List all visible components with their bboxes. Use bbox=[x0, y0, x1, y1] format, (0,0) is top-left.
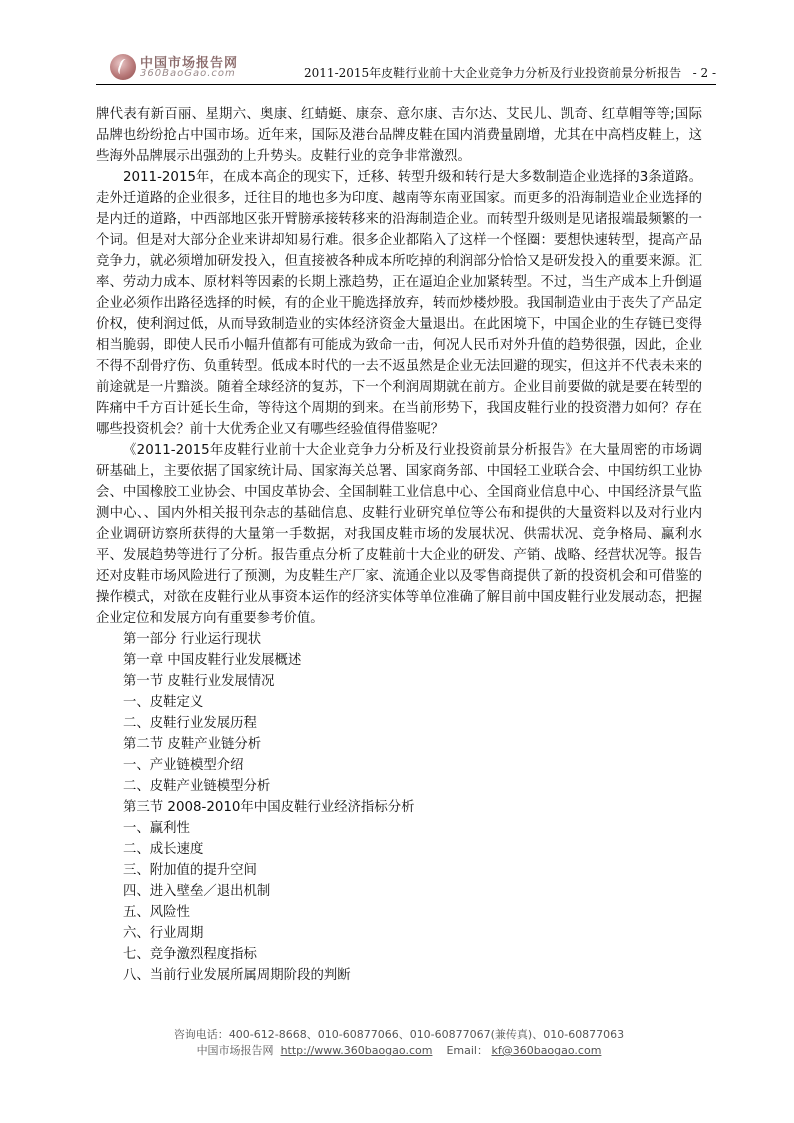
toc-item: 第一部分 行业运行现状 bbox=[123, 632, 262, 647]
footer-email-label: Email： bbox=[446, 1044, 488, 1057]
toc-item: 一、产业链模型介绍 bbox=[123, 758, 244, 773]
toc-item: 第二节 皮鞋产业链分析 bbox=[123, 737, 262, 752]
toc-item: 四、进入壁垒／退出机制 bbox=[123, 884, 271, 899]
body-paragraph: 2011-2015年，在成本高企的现实下，迁移、转型升级和转行是大多数制造企业选择的3条道路。走外迁道路的企业很多，迁往目的地也多为印度、越南等东南亚国家。而更多的沿海制造业企业选择的是内迁的道路，中西部地区张开臂膀承接转移来的沿海制造企业。而转型升级则是见诸报端最频繁的一个词。但是对大部分企业来讲却知易行难。很多企业都陷入了这样一个怪圈：要想快速转型，提高产品竞争力，就必须增加研发投入，但直接被各种成本所吃掉的利润部分恰恰又是研发投入的重要来源。汇率、劳动力成本、原材料等因素的长期上涨趋势，正在逼迫企业加紧转型。不过，当生产成本上升倒逼企业必须作出路径选择的时候，有的企业干脆选择放弃，转而炒楼炒股。我国制造业由于丧失了产品定价权，使利润过低，从而导致制造业的实体经济资金大量退出。在此困境下，中国企业的生存链已变得相当脆弱，即使人民币小幅升值都有可能成为致命一击，何况人民币对外升值的趋势很强，因此，企业不得不刮骨疗伤、负重转型。低成本时代的一去不返虽然是企业无法回避的现实，但这并不代表未来的前途就是一片黯淡。随着全球经济的复苏，下一个利润周期就在前方。企业目前要做的就是要在转型的阵痛中千方百计延长生命，等待这个周期的到来。在当前形势下，我国皮鞋行业的投资潜力如何？存在哪些投资机会？前十大优秀企业又有哪些经验值得借鉴呢？ bbox=[96, 170, 702, 437]
footer-email-link[interactable]: kf@360baogao.com bbox=[491, 1044, 602, 1057]
report-header-title bbox=[304, 64, 716, 81]
footer-contact-line bbox=[96, 1027, 702, 1043]
toc-item: 第一节 皮鞋行业发展情况 bbox=[123, 674, 275, 689]
footer-site-name: 中国市场报告网 bbox=[196, 1044, 274, 1057]
toc-item: 五、风险性 bbox=[123, 905, 190, 920]
toc-item: 一、皮鞋定义 bbox=[123, 695, 204, 710]
page-number: - 2 - bbox=[692, 66, 716, 80]
site-logo bbox=[110, 52, 250, 84]
body-paragraph: 牌代表有新百丽、星期六、奥康、红蜻蜓、康奈、意尔康、吉尔达、艾民儿、凯奇、红草帽等等;国际品牌也纷纷抢占中国市场。近年来，国际及港台品牌皮鞋在国内消费量剧增，尤其在中高档皮鞋上，这些海外品牌展示出强劲的上升势头。皮鞋行业的竞争非常激烈。 bbox=[96, 107, 702, 164]
footer-phones: 400-612-8668、010-60877066、010-60877067(兼传真)、010-60877063 bbox=[228, 1028, 625, 1041]
document-body bbox=[96, 104, 702, 986]
logo-text-en: 360BaoGao.com bbox=[140, 68, 236, 79]
toc-item: 六、行业周期 bbox=[123, 926, 204, 941]
page-header bbox=[96, 50, 716, 90]
table-of-contents bbox=[96, 629, 702, 986]
logo-text-cn: 中国市场报告网 bbox=[140, 56, 239, 71]
report-title: 2011-2015年皮鞋行业前十大企业竞争力分析及行业投资前景分析报告 bbox=[304, 66, 682, 80]
toc-item: 八、当前行业发展所属周期阶段的判断 bbox=[123, 968, 351, 983]
page-footer bbox=[96, 1027, 702, 1059]
toc-item: 一、赢利性 bbox=[123, 821, 190, 836]
body-paragraphs bbox=[96, 104, 702, 629]
footer-site-link[interactable]: http://www.360baogao.com bbox=[280, 1044, 433, 1057]
toc-item: 三、附加值的提升空间 bbox=[123, 863, 257, 878]
toc-item: 二、皮鞋产业链模型分析 bbox=[123, 779, 271, 794]
toc-item: 二、皮鞋行业发展历程 bbox=[123, 716, 257, 731]
toc-item: 二、成长速度 bbox=[123, 842, 204, 857]
header-divider bbox=[96, 84, 716, 85]
footer-web-line bbox=[96, 1043, 702, 1059]
logo-mark-icon bbox=[110, 54, 136, 80]
body-paragraph: 《2011-2015年皮鞋行业前十大企业竞争力分析及行业投资前景分析报告》在大量周密的市场调研基础上，主要依据了国家统计局、国家海关总署、国家商务部、中国轻工业联合会、中国纺织工业协会、中国橡胶工业协会、中国皮革协会、全国制鞋工业信息中心、全国商业信息中心、中国经济景气监测中心、、国内外相关报刊杂志的基础信息、皮鞋行业研究单位等公布和提供的大量资料以及对行业内企业调研访察所获得的大量第一手数据，对我国皮鞋市场的发展状况、供需状况、竞争格局、赢利水平、发展趋势等进行了分析。报告重点分析了皮鞋前十大企业的研发、产销、战略、经营状况等。报告还对皮鞋市场风险进行了预测，为皮鞋生产厂家、流通企业以及零售商提供了新的投资机会和可借鉴的操作模式，对欲在皮鞋行业从事资本运作的经济实体等单位准确了解目前中国皮鞋行业发展动态，把握企业定位和发展方向有重要参考价值。 bbox=[96, 443, 702, 626]
toc-item: 第三节 2008-2010年中国皮鞋行业经济指标分析 bbox=[123, 800, 415, 815]
footer-phone-label: 咨询电话： bbox=[173, 1028, 229, 1041]
toc-item: 第一章 中国皮鞋行业发展概述 bbox=[123, 653, 302, 668]
toc-item: 七、竞争激烈程度指标 bbox=[123, 947, 257, 962]
